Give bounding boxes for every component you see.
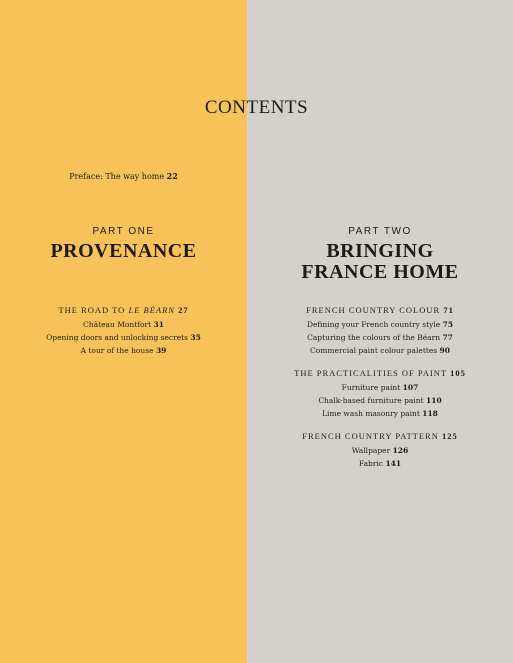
entry-page: 107 — [402, 383, 419, 392]
entry-page: 39 — [155, 346, 167, 355]
list-item — [247, 344, 513, 357]
entry-page: 90 — [439, 346, 450, 355]
entry-label: Chalk-based furniture paint — [318, 396, 424, 405]
part-two-label: PART TWO — [348, 226, 412, 237]
entry-label: A tour of the house — [80, 346, 154, 355]
entry-label: Furniture paint — [341, 383, 401, 392]
entry-label: Capturing the colours of the Béarn — [307, 333, 441, 342]
page-title: CONTENTS — [204, 97, 309, 118]
list-item — [247, 331, 513, 344]
section-heading — [247, 368, 513, 378]
list-item — [247, 407, 513, 420]
entry-page: 77 — [442, 333, 453, 342]
preface-page: 22 — [166, 171, 178, 181]
entry-label: Château Montfort — [83, 320, 152, 329]
section-title: FRENCH COUNTRY PATTERN — [302, 431, 439, 441]
list-item — [247, 394, 513, 407]
part-one-label: PART ONE — [92, 226, 155, 237]
entry-page: 141 — [385, 459, 402, 468]
part-two-contents — [247, 289, 513, 470]
entry-label: Opening doors and unlocking secrets — [46, 333, 189, 342]
section-heading — [247, 431, 513, 441]
preface-label: Preface: The way home — [69, 172, 165, 181]
section-heading — [247, 305, 513, 315]
part-two-title-line2: FRANCE HOME — [301, 261, 459, 283]
section-title-em: LE BÉARN — [128, 305, 175, 315]
section-page: 125 — [442, 431, 458, 441]
entry-label: Lime wash masonry paint — [322, 409, 420, 418]
entry-label: Wallpaper — [351, 446, 391, 455]
list-item — [247, 444, 513, 457]
part-one-title: PROVENANCE — [50, 240, 197, 262]
section-page: 71 — [443, 305, 454, 315]
entry-page: 31 — [153, 320, 164, 329]
preface-entry — [0, 171, 247, 181]
section-title: THE PRACTICALITIES OF PAINT — [294, 368, 447, 378]
part-one-contents — [0, 289, 247, 357]
part-two — [247, 226, 513, 283]
section-title: FRENCH COUNTRY COLOUR — [306, 305, 441, 315]
entry-page: 126 — [392, 446, 409, 455]
entry-page: 75 — [442, 320, 454, 329]
entry-page: 118 — [422, 409, 438, 418]
section-heading — [0, 305, 247, 315]
entry-page: 35 — [190, 333, 201, 342]
list-item — [0, 331, 247, 344]
section-page: 27 — [178, 305, 189, 315]
entry-label: Commercial paint colour palettes — [310, 346, 438, 355]
list-item — [247, 381, 513, 394]
section-page: 105 — [450, 368, 466, 378]
entry-label: Defining your French country style — [306, 320, 441, 329]
entry-label: Fabric — [358, 459, 384, 468]
list-item — [247, 457, 513, 470]
entry-page: 110 — [426, 396, 442, 405]
part-two-title — [247, 241, 513, 283]
list-item — [0, 344, 247, 357]
section-title-prefix: THE ROAD TO — [58, 305, 129, 315]
part-two-title-line1: BRINGING — [326, 240, 434, 262]
list-item — [247, 318, 513, 331]
list-item — [0, 318, 247, 331]
part-one — [0, 226, 247, 262]
